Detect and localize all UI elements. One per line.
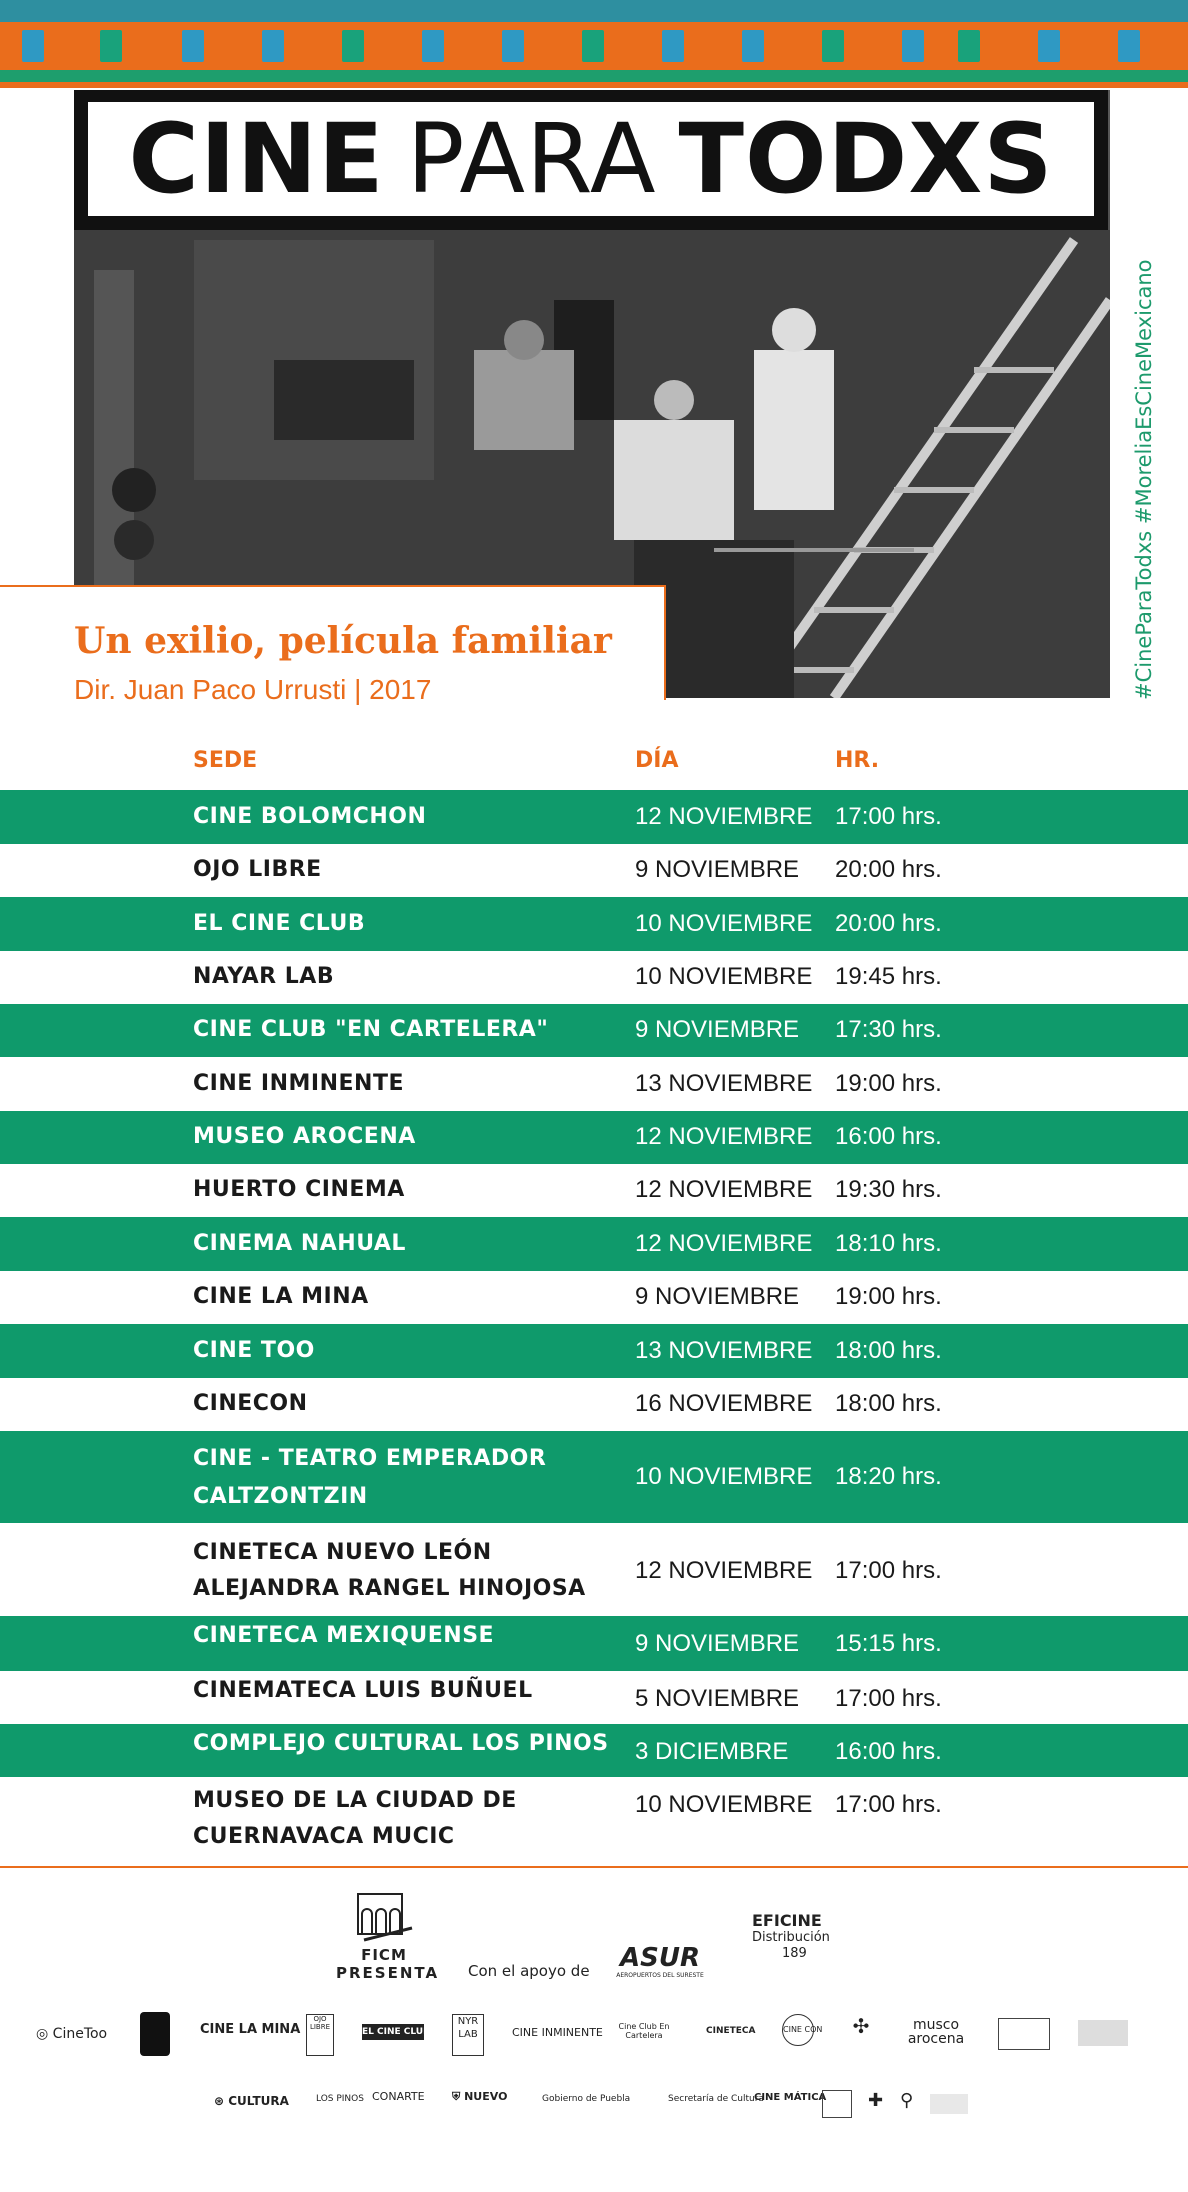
sponsor-cross-icon: ✚ (868, 2090, 884, 2111)
sponsor-placeholder-icon (930, 2094, 968, 2114)
table-row (0, 790, 1188, 844)
sponsor-logo: CINE INMINENTE (512, 2026, 603, 2039)
row-sede: CINEMA NAHUAL (193, 1231, 406, 1256)
row-sede: CINE TOO (193, 1338, 315, 1363)
row-hr: 18:10 hrs. (835, 1230, 942, 1257)
seal-icon: ⊛ (214, 2094, 225, 2108)
sponsor-logo: CINE MÁTICA (754, 2092, 827, 2103)
sponsor-figure-icon: ⚲ (900, 2090, 914, 2111)
row-sede: CINETECA MEXIQUENSE (193, 1623, 495, 1648)
row-dia: 10 NOVIEMBRE (635, 910, 813, 937)
sponsor-logo: EL CINE CLUB (362, 2024, 424, 2040)
table-row (0, 1431, 1188, 1523)
row-dia: 12 NOVIEMBRE (635, 1176, 813, 1203)
table-row (0, 1057, 1188, 1111)
sponsor-logo: CONARTE (372, 2090, 425, 2103)
film-director: Dir. Juan Paco Urrusti | 2017 (74, 674, 432, 705)
apoyo-label: Con el apoyo de (468, 1962, 590, 1980)
row-dia: 16 NOVIEMBRE (635, 1390, 813, 1417)
eficine-wordmark: EFICINE (752, 1911, 822, 1930)
row-hr: 15:15 hrs. (835, 1630, 942, 1657)
row-sede: CINE - TEATRO EMPERADOR (193, 1446, 547, 1471)
sponsor-logo: Secretaría de Cultura (668, 2094, 764, 2104)
title-todxs: TODXS (678, 103, 1054, 215)
sponsor-logo: musco arocena (907, 2017, 965, 2047)
row-hr: 19:00 hrs. (835, 1070, 942, 1097)
row-sede-line2: ALEJANDRA RANGEL HINOJOSA (193, 1576, 586, 1601)
row-sede: CINEMATECA LUIS BUÑUEL (193, 1678, 533, 1703)
table-row (0, 1378, 1188, 1431)
row-dia: 10 NOVIEMBRE (635, 1791, 813, 1818)
table-row (0, 1271, 1188, 1324)
eficine-number: 189 (782, 1946, 807, 1961)
row-dia: 13 NOVIEMBRE (635, 1337, 813, 1364)
table-row (0, 1111, 1188, 1164)
row-dia: 9 NOVIEMBRE (635, 1016, 800, 1043)
ficm-logo (336, 1888, 440, 1982)
sponsor-logo: ⊛ CULTURA (214, 2094, 289, 2108)
sponsor-logo: CINE CON (782, 2014, 814, 2046)
asur-subtitle: AEROPUERTOS DEL SURESTE (616, 1972, 704, 1979)
row-sede: NAYAR LAB (193, 964, 335, 989)
row-dia: 10 NOVIEMBRE (635, 963, 813, 990)
row-hr: 17:00 hrs. (835, 1791, 942, 1818)
eficine-subtitle: Distribución (752, 1930, 830, 1945)
row-sede: HUERTO CINEMA (193, 1177, 405, 1202)
row-hr: 16:00 hrs. (835, 1123, 942, 1150)
row-sede: CINE LA MINA (193, 1284, 369, 1309)
table-row (0, 1777, 1188, 1866)
table-row (0, 1004, 1188, 1057)
sponsor-logo: Gobierno de Puebla (542, 2094, 631, 2104)
row-sede: MUSEO DE LA CIUDAD DE (193, 1788, 517, 1813)
row-sede: CINE BOLOMCHON (193, 804, 427, 829)
row-dia: 12 NOVIEMBRE (635, 1557, 813, 1584)
asur-logo (610, 1944, 710, 1979)
row-sede: OJO LIBRE (193, 857, 322, 882)
footer-divider (0, 1866, 1188, 1868)
sponsor-logo: CINE LA MINA (200, 2022, 301, 2037)
row-dia: 12 NOVIEMBRE (635, 803, 813, 830)
row-sede: MUSEO AROCENA (193, 1124, 416, 1149)
row-sede-line2: CALTZONTZIN (193, 1484, 368, 1509)
table-row (0, 897, 1188, 951)
table-row (0, 1616, 1188, 1671)
row-dia: 12 NOVIEMBRE (635, 1123, 813, 1150)
table-row (0, 1671, 1188, 1724)
row-dia: 9 NOVIEMBRE (635, 856, 800, 883)
row-sede: CINETECA NUEVO LEÓN (193, 1540, 492, 1565)
presenta-label: PRESENTA (336, 1964, 440, 1982)
row-hr: 17:00 hrs. (835, 803, 942, 830)
row-hr: 19:45 hrs. (835, 963, 942, 990)
sponsor-logo: ◎ CineToo (36, 2026, 108, 2042)
table-row (0, 1523, 1188, 1616)
row-hr: 18:00 hrs. (835, 1390, 942, 1417)
table-row (0, 1324, 1188, 1378)
row-hr: 17:00 hrs. (835, 1557, 942, 1584)
header-hr: HR. (835, 748, 880, 773)
asur-wordmark: ASUR (620, 1943, 700, 1973)
header-sede: SEDE (193, 748, 258, 773)
row-hr: 18:00 hrs. (835, 1337, 942, 1364)
title-para: PARA (406, 103, 657, 215)
table-row (0, 1164, 1188, 1217)
row-hr: 18:20 hrs. (835, 1463, 942, 1490)
row-sede: COMPLEJO CULTURAL LOS PINOS (193, 1731, 609, 1756)
row-sede: CINECON (193, 1391, 308, 1416)
sponsor-logo: OJO LIBRE (306, 2014, 334, 2056)
sponsor-glyph-icon: ✣ (852, 2014, 870, 2038)
cinetoo-icon: ◎ (36, 2026, 49, 2042)
sponsor-logo: ⛨ NUEVO (452, 2090, 508, 2103)
row-hr: 20:00 hrs. (835, 856, 942, 883)
page-title (88, 102, 1094, 216)
header-dia: DÍA (635, 748, 679, 773)
table-row (0, 951, 1188, 1004)
sponsor-placeholder-icon (1078, 2020, 1128, 2046)
film-title: Un exilio, película familiar (74, 620, 612, 662)
row-dia: 12 NOVIEMBRE (635, 1230, 813, 1257)
table-row (0, 844, 1188, 897)
ficm-arches-icon (354, 1888, 414, 1942)
sponsor-shield-icon (822, 2090, 852, 2118)
row-sede: CINE CLUB "EN CARTELERA" (193, 1017, 549, 1042)
row-hr: 17:00 hrs. (835, 1685, 942, 1712)
sponsor-logo: Cine Club En Cartelera (618, 2022, 670, 2040)
film-strip-banner (0, 0, 1188, 88)
table-row (0, 1217, 1188, 1271)
sponsor-logo: CINETECA (706, 2026, 756, 2036)
table-row (0, 1724, 1188, 1777)
row-sede: CINE INMINENTE (193, 1071, 404, 1096)
row-sede: EL CINE CLUB (193, 911, 366, 936)
row-dia: 3 DICIEMBRE (635, 1738, 789, 1765)
row-hr: 19:00 hrs. (835, 1283, 942, 1310)
sponsor-building-icon (998, 2018, 1050, 2050)
row-hr: 17:30 hrs. (835, 1016, 942, 1043)
row-dia: 9 NOVIEMBRE (635, 1630, 800, 1657)
shield-icon: ⛨ (452, 2090, 461, 2103)
row-hr: 19:30 hrs. (835, 1176, 942, 1203)
title-cine: CINE (128, 103, 385, 215)
ficm-label: FICM (361, 1946, 407, 1964)
hashtags-vertical: #CineParaTodxs #MoreliaEsCineMexicano (1132, 259, 1156, 700)
row-hr: 16:00 hrs. (835, 1738, 942, 1765)
row-dia: 13 NOVIEMBRE (635, 1070, 813, 1097)
row-sede-line2: CUERNAVACA MUCIC (193, 1824, 455, 1849)
sponsor-badge-icon (140, 2012, 170, 2056)
row-dia: 10 NOVIEMBRE (635, 1463, 813, 1490)
row-dia: 5 NOVIEMBRE (635, 1685, 800, 1712)
sponsor-logo: NYR LAB (452, 2014, 484, 2056)
row-dia: 9 NOVIEMBRE (635, 1283, 800, 1310)
row-hr: 20:00 hrs. (835, 910, 942, 937)
eficine-logo (752, 1912, 862, 1962)
sponsor-logo: LOS PINOS (316, 2094, 364, 2104)
